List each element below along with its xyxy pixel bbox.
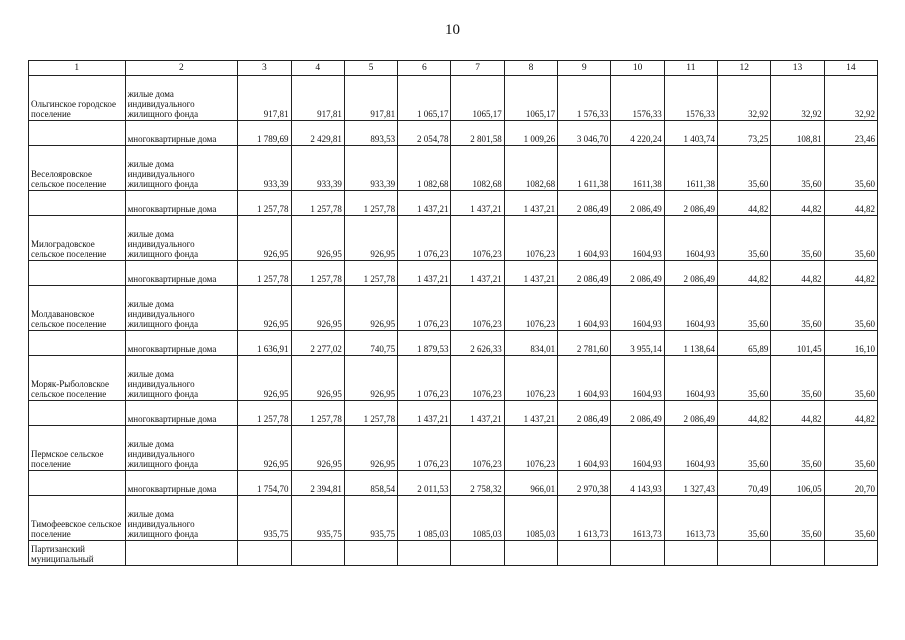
- value-cell: 1604,93: [664, 426, 717, 471]
- settlement-name: Партизанский муниципальный: [29, 541, 126, 566]
- value-cell: 1082,68: [504, 146, 557, 191]
- value-cell: 926,95: [291, 216, 344, 261]
- value-cell: 1076,23: [504, 426, 557, 471]
- value-cell: 1 613,73: [558, 496, 611, 541]
- value-cell: 23,46: [824, 121, 877, 146]
- value-cell: 1 437,21: [451, 401, 504, 426]
- value-cell: 44,82: [718, 401, 771, 426]
- value-cell: 1613,73: [664, 496, 717, 541]
- value-cell: 1604,93: [611, 286, 664, 331]
- value-cell: 1 138,64: [664, 331, 717, 356]
- value-cell: 1076,23: [504, 216, 557, 261]
- value-cell: 926,95: [291, 426, 344, 471]
- housing-type: многоквартирные дома: [125, 471, 238, 496]
- value-cell: 858,54: [344, 471, 397, 496]
- tariff-table: [28, 60, 878, 566]
- settlement-name: [29, 401, 126, 426]
- table-row: [29, 401, 878, 426]
- value-cell: 2 394,81: [291, 471, 344, 496]
- value-cell: 1 076,23: [398, 356, 451, 401]
- table-row: [29, 261, 878, 286]
- housing-type: жилые дома индивидуального жилищного фонда: [125, 76, 238, 121]
- value-cell: [291, 541, 344, 566]
- page-number: 10: [445, 22, 460, 38]
- value-cell: 935,75: [344, 496, 397, 541]
- value-cell: 16,10: [824, 331, 877, 356]
- housing-type: многоквартирные дома: [125, 261, 238, 286]
- value-cell: 35,60: [824, 216, 877, 261]
- value-cell: 1604,93: [664, 356, 717, 401]
- value-cell: 3 046,70: [558, 121, 611, 146]
- table-header-row: [29, 61, 878, 76]
- housing-type: жилые дома индивидуального жилищного фонда: [125, 146, 238, 191]
- settlement-name: [29, 191, 126, 216]
- value-cell: 926,95: [238, 356, 291, 401]
- value-cell: 32,92: [824, 76, 877, 121]
- value-cell: 35,60: [718, 216, 771, 261]
- value-cell: 1 076,23: [398, 426, 451, 471]
- value-cell: 65,89: [718, 331, 771, 356]
- value-cell: 35,60: [771, 426, 824, 471]
- value-cell: 44,82: [718, 261, 771, 286]
- value-cell: [451, 541, 504, 566]
- value-cell: 44,82: [771, 191, 824, 216]
- value-cell: 70,49: [718, 471, 771, 496]
- value-cell: 1576,33: [664, 76, 717, 121]
- value-cell: 1 082,68: [398, 146, 451, 191]
- value-cell: 933,39: [344, 146, 397, 191]
- value-cell: 1611,38: [611, 146, 664, 191]
- value-cell: 1 257,78: [238, 401, 291, 426]
- value-cell: 44,82: [771, 401, 824, 426]
- value-cell: 926,95: [291, 356, 344, 401]
- column-header: 7: [451, 61, 504, 76]
- value-cell: 35,60: [824, 356, 877, 401]
- value-cell: 35,60: [824, 426, 877, 471]
- column-header: 9: [558, 61, 611, 76]
- value-cell: 35,60: [718, 356, 771, 401]
- value-cell: 2 758,32: [451, 471, 504, 496]
- value-cell: 1 257,78: [291, 261, 344, 286]
- table-row: [29, 286, 878, 331]
- value-cell: 2 086,49: [611, 401, 664, 426]
- housing-type: жилые дома индивидуального жилищного фонда: [125, 216, 238, 261]
- value-cell: 1076,23: [451, 426, 504, 471]
- value-cell: 1 257,78: [238, 261, 291, 286]
- value-cell: 73,25: [718, 121, 771, 146]
- value-cell: 1 576,33: [558, 76, 611, 121]
- value-cell: [664, 541, 717, 566]
- table-row: [29, 191, 878, 216]
- value-cell: 1604,93: [664, 216, 717, 261]
- value-cell: 2 011,53: [398, 471, 451, 496]
- value-cell: 1 403,74: [664, 121, 717, 146]
- table-row: [29, 76, 878, 121]
- value-cell: 893,53: [344, 121, 397, 146]
- value-cell: 1076,23: [451, 216, 504, 261]
- value-cell: 1604,93: [664, 286, 717, 331]
- value-cell: 1 437,21: [504, 401, 557, 426]
- value-cell: 2 086,49: [664, 191, 717, 216]
- value-cell: 2 086,49: [558, 261, 611, 286]
- housing-type: многоквартирные дома: [125, 401, 238, 426]
- value-cell: 101,45: [771, 331, 824, 356]
- value-cell: [771, 541, 824, 566]
- value-cell: 35,60: [771, 146, 824, 191]
- value-cell: 926,95: [344, 216, 397, 261]
- value-cell: 106,05: [771, 471, 824, 496]
- value-cell: 926,95: [238, 216, 291, 261]
- value-cell: 740,75: [344, 331, 397, 356]
- column-header: 11: [664, 61, 717, 76]
- value-cell: 1 257,78: [344, 191, 397, 216]
- column-header: 2: [125, 61, 238, 76]
- value-cell: 35,60: [824, 146, 877, 191]
- value-cell: 1 636,91: [238, 331, 291, 356]
- settlement-name: [29, 121, 126, 146]
- value-cell: [611, 541, 664, 566]
- value-cell: 1 257,78: [344, 261, 397, 286]
- table-row: [29, 496, 878, 541]
- value-cell: [718, 541, 771, 566]
- value-cell: 917,81: [291, 76, 344, 121]
- value-cell: 1 604,93: [558, 286, 611, 331]
- value-cell: 35,60: [824, 496, 877, 541]
- value-cell: 1076,23: [451, 356, 504, 401]
- housing-type: многоквартирные дома: [125, 121, 238, 146]
- value-cell: 1 437,21: [451, 261, 504, 286]
- value-cell: 1 879,53: [398, 331, 451, 356]
- value-cell: 933,39: [291, 146, 344, 191]
- value-cell: 926,95: [291, 286, 344, 331]
- table-row: [29, 146, 878, 191]
- value-cell: 926,95: [344, 286, 397, 331]
- value-cell: [238, 541, 291, 566]
- column-header: 13: [771, 61, 824, 76]
- value-cell: 2 801,58: [451, 121, 504, 146]
- value-cell: 935,75: [238, 496, 291, 541]
- value-cell: 44,82: [824, 261, 877, 286]
- value-cell: 1076,23: [504, 356, 557, 401]
- value-cell: 2 086,49: [611, 191, 664, 216]
- housing-type: жилые дома индивидуального жилищного фонда: [125, 286, 238, 331]
- column-header: 14: [824, 61, 877, 76]
- value-cell: 44,82: [824, 401, 877, 426]
- table-row: [29, 541, 878, 566]
- value-cell: 1 076,23: [398, 286, 451, 331]
- value-cell: 1085,03: [504, 496, 557, 541]
- settlement-name: [29, 261, 126, 286]
- value-cell: [504, 541, 557, 566]
- value-cell: 1065,17: [504, 76, 557, 121]
- value-cell: 1604,93: [611, 356, 664, 401]
- value-cell: 35,60: [718, 426, 771, 471]
- value-cell: 1611,38: [664, 146, 717, 191]
- value-cell: 4 143,93: [611, 471, 664, 496]
- value-cell: 35,60: [824, 286, 877, 331]
- value-cell: 4 220,24: [611, 121, 664, 146]
- value-cell: 2 054,78: [398, 121, 451, 146]
- value-cell: 1 257,78: [291, 401, 344, 426]
- value-cell: 1 257,78: [344, 401, 397, 426]
- value-cell: 32,92: [718, 76, 771, 121]
- table-row: [29, 471, 878, 496]
- value-cell: 35,60: [771, 286, 824, 331]
- settlement-name: Милоградовское сельское поселение: [29, 216, 126, 261]
- settlement-name: [29, 471, 126, 496]
- table-row: [29, 216, 878, 261]
- value-cell: 1 076,23: [398, 216, 451, 261]
- value-cell: 1 437,21: [398, 401, 451, 426]
- value-cell: 966,01: [504, 471, 557, 496]
- table-row: [29, 331, 878, 356]
- value-cell: 926,95: [238, 286, 291, 331]
- column-header: 12: [718, 61, 771, 76]
- value-cell: 1 604,93: [558, 356, 611, 401]
- value-cell: [558, 541, 611, 566]
- housing-type: жилые дома индивидуального жилищного фонда: [125, 426, 238, 471]
- value-cell: 1604,93: [611, 426, 664, 471]
- value-cell: 2 086,49: [558, 191, 611, 216]
- value-cell: 3 955,14: [611, 331, 664, 356]
- value-cell: 1 327,43: [664, 471, 717, 496]
- value-cell: 1085,03: [451, 496, 504, 541]
- value-cell: 1613,73: [611, 496, 664, 541]
- value-cell: [344, 541, 397, 566]
- value-cell: 2 086,49: [611, 261, 664, 286]
- value-cell: [398, 541, 451, 566]
- table-row: [29, 426, 878, 471]
- value-cell: 1082,68: [451, 146, 504, 191]
- column-header: 8: [504, 61, 557, 76]
- value-cell: 35,60: [771, 496, 824, 541]
- housing-type: многоквартирные дома: [125, 191, 238, 216]
- settlement-name: [29, 331, 126, 356]
- value-cell: 1 437,21: [398, 191, 451, 216]
- value-cell: 2 086,49: [664, 401, 717, 426]
- value-cell: 2 970,38: [558, 471, 611, 496]
- column-header: 4: [291, 61, 344, 76]
- settlement-name: Ольгинское городское поселение: [29, 76, 126, 121]
- value-cell: 1 437,21: [504, 191, 557, 216]
- value-cell: 1076,23: [451, 286, 504, 331]
- value-cell: 935,75: [291, 496, 344, 541]
- column-header: 10: [611, 61, 664, 76]
- value-cell: 2 429,81: [291, 121, 344, 146]
- housing-type: жилые дома индивидуального жилищного фонда: [125, 496, 238, 541]
- value-cell: 2 781,60: [558, 331, 611, 356]
- value-cell: 1 789,69: [238, 121, 291, 146]
- settlement-name: Моряк-Рыболовское сельское поселение: [29, 356, 126, 401]
- value-cell: 1076,23: [504, 286, 557, 331]
- value-cell: 44,82: [718, 191, 771, 216]
- value-cell: 2 626,33: [451, 331, 504, 356]
- value-cell: 35,60: [718, 146, 771, 191]
- settlement-name: Пермское сельское поселение: [29, 426, 126, 471]
- value-cell: 926,95: [238, 426, 291, 471]
- value-cell: 44,82: [824, 191, 877, 216]
- table-row: [29, 356, 878, 401]
- column-header: 5: [344, 61, 397, 76]
- value-cell: 1576,33: [611, 76, 664, 121]
- settlement-name: Молдавановское сельское поселение: [29, 286, 126, 331]
- table-row: [29, 121, 878, 146]
- value-cell: 1 604,93: [558, 216, 611, 261]
- value-cell: [824, 541, 877, 566]
- value-cell: 2 086,49: [664, 261, 717, 286]
- value-cell: 1065,17: [451, 76, 504, 121]
- value-cell: 1 754,70: [238, 471, 291, 496]
- value-cell: 20,70: [824, 471, 877, 496]
- settlement-name: Веселояровское сельское поселение: [29, 146, 126, 191]
- value-cell: 933,39: [238, 146, 291, 191]
- housing-type: многоквартирные дома: [125, 331, 238, 356]
- column-header: 6: [398, 61, 451, 76]
- value-cell: 35,60: [718, 496, 771, 541]
- value-cell: 917,81: [344, 76, 397, 121]
- value-cell: 926,95: [344, 356, 397, 401]
- value-cell: 1 085,03: [398, 496, 451, 541]
- value-cell: 1 257,78: [238, 191, 291, 216]
- value-cell: 2 277,02: [291, 331, 344, 356]
- value-cell: 44,82: [771, 261, 824, 286]
- settlement-name: Тимофеевское сельское поселение: [29, 496, 126, 541]
- value-cell: 1 065,17: [398, 76, 451, 121]
- value-cell: 834,01: [504, 331, 557, 356]
- value-cell: 35,60: [718, 286, 771, 331]
- value-cell: 1 437,21: [451, 191, 504, 216]
- value-cell: 1 604,93: [558, 426, 611, 471]
- value-cell: 2 086,49: [558, 401, 611, 426]
- value-cell: 35,60: [771, 356, 824, 401]
- column-header: 1: [29, 61, 126, 76]
- value-cell: 1604,93: [611, 216, 664, 261]
- value-cell: 35,60: [771, 216, 824, 261]
- value-cell: 1 437,21: [398, 261, 451, 286]
- value-cell: 1 009,26: [504, 121, 557, 146]
- value-cell: 1 437,21: [504, 261, 557, 286]
- value-cell: 917,81: [238, 76, 291, 121]
- value-cell: 32,92: [771, 76, 824, 121]
- value-cell: 108,81: [771, 121, 824, 146]
- value-cell: 926,95: [344, 426, 397, 471]
- column-header: 3: [238, 61, 291, 76]
- housing-type: [125, 541, 238, 566]
- value-cell: 1 611,38: [558, 146, 611, 191]
- housing-type: жилые дома индивидуального жилищного фонда: [125, 356, 238, 401]
- value-cell: 1 257,78: [291, 191, 344, 216]
